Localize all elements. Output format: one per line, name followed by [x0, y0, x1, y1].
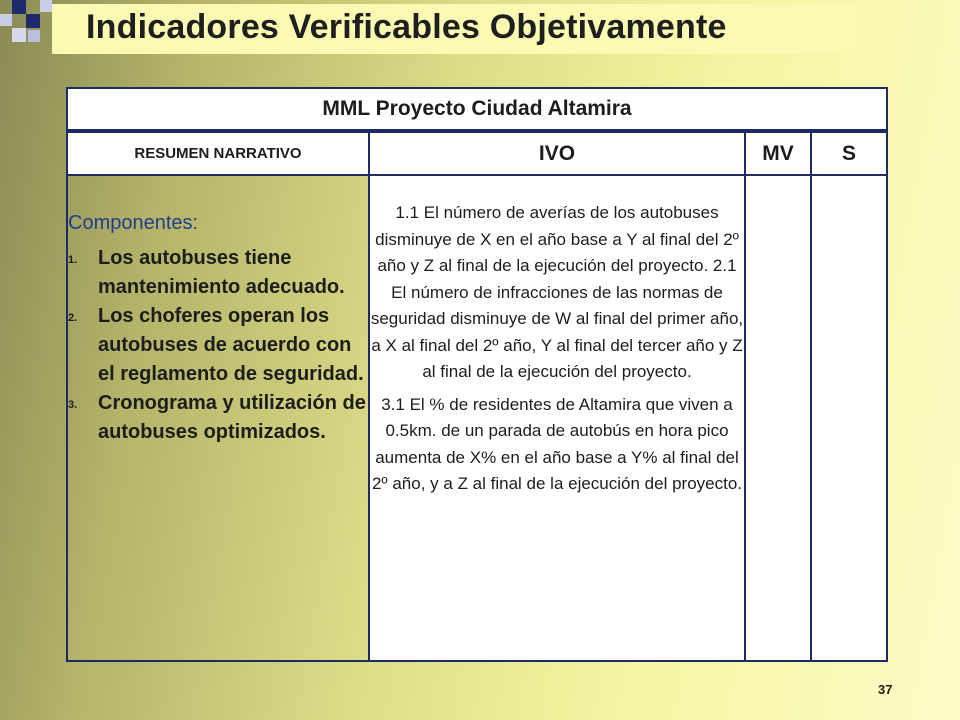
header-resumen-narrativo: RESUMEN NARRATIVO	[66, 131, 370, 176]
decor-square-light-3	[28, 30, 40, 42]
components-label: Componentes:	[68, 212, 199, 234]
ivo-paragraph-2: 3.1 El % de residentes de Altamira que viven a 0.5km. de un parada de autobús en hora pico aumenta de X% en el año base a Y% al final del 2º año, y a Z al final de la ejecución del proyecto.	[371, 394, 743, 493]
header-s: S	[810, 131, 888, 176]
list-item-number: 3.	[68, 399, 78, 411]
table-caption: MML Proyecto Ciudad Altamira	[66, 87, 888, 131]
list-item-text: Los choferes operan los autobuses de acuerdo con el reglamento de seguridad.	[98, 305, 364, 385]
header-mv: MV	[744, 131, 812, 176]
list-item-number: 2.	[68, 312, 78, 324]
page-number: 37	[878, 682, 893, 697]
list-item	[68, 244, 368, 302]
list-item	[68, 302, 368, 389]
mv-cell	[744, 174, 812, 662]
ivo-paragraph-1: 1.1 El número de averías de los autobuses disminuye de X en el año base a Y al final del 2º año y Z al final de la ejecución del proyecto. 2.1 El número de infracciones de las normas de seguridad disminuye de W al final del primer año, a X al final del 2º año, Y al final del tercer año y Z al final de la ejecución del proyecto.	[370, 203, 744, 381]
list-item	[68, 389, 368, 447]
decor-square-navy-1	[12, 0, 26, 14]
list-item-number: 1.	[68, 254, 78, 266]
decor-square-light-2	[12, 28, 26, 42]
slide-title: Indicadores Verificables Objetivamente	[86, 8, 727, 46]
list-item-text: Cronograma y utilización de autobuses optimizados.	[98, 392, 366, 443]
list-item-text: Los autobuses tiene mantenimiento adecuado.	[98, 247, 345, 298]
components-list	[68, 244, 368, 447]
s-cell	[810, 174, 888, 662]
decor-square-light-4	[40, 0, 52, 12]
decor-square-navy-2	[26, 14, 40, 28]
ivo-text	[370, 200, 744, 504]
header-ivo: IVO	[368, 131, 746, 176]
decor-square-light-1	[0, 14, 12, 26]
